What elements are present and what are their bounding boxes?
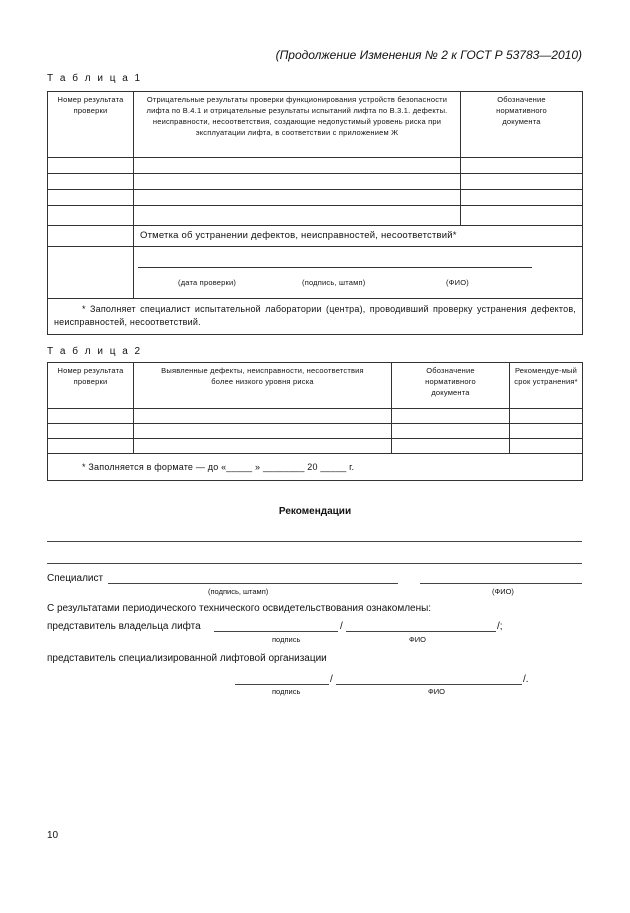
org-rep-label: представитель специализированной лифтовой организации: [47, 653, 327, 664]
table-row: [48, 190, 583, 206]
org-fio-line: [336, 684, 522, 685]
table2-caption: Т а б л и ц а 2: [47, 346, 143, 357]
table1-caption: Т а б л и ц а 1: [47, 73, 143, 84]
table-row: [48, 424, 583, 439]
page-number: 10: [47, 830, 59, 841]
table2-footnote: * Заполняется в формате — до «_____ » ________ 20 _____ г.: [48, 454, 583, 481]
table1-footnote: * Заполняет специалист испытательной лаборатории (центра), проводивший проверку устранения дефектов, неисправностей, несоответствий.: [48, 299, 583, 335]
recommendations-title: Рекомендации: [278, 506, 352, 517]
specialist-fio-line: [420, 583, 582, 584]
table2-header-document: Обозначение нормативного документа: [392, 363, 510, 409]
table-row: [48, 174, 583, 190]
table-row: [48, 206, 583, 226]
specialist-sign-label: (подпись, штамп): [208, 587, 269, 596]
defect-correction-mark: Отметка об устранении дефектов, неисправностей, несоответствий*: [134, 226, 583, 247]
table1-header-number: Номер результата проверки: [48, 92, 134, 158]
continuation-header: (Продолжение Изменения № 2 к ГОСТ Р 53783—2010): [275, 48, 582, 62]
owner-sign-label: подпись: [272, 635, 301, 644]
specialist-label: Специалист: [47, 573, 104, 584]
fio-label: (ФИО): [446, 278, 469, 287]
specialist-fio-label: (ФИО): [492, 587, 514, 596]
org-fio-label: ФИО: [428, 687, 445, 696]
table-row: [48, 409, 583, 424]
date-label: (дата проверки): [178, 278, 237, 287]
signature-label: (подпись, штамп): [302, 278, 366, 287]
signature-block: [134, 247, 582, 291]
org-sign-label: подпись: [272, 687, 301, 696]
owner-rep-label: представитель владельца лифта: [47, 621, 201, 632]
org-sign-line: [235, 684, 329, 685]
table1-header-results: Отрицательные результаты проверки функционирования устройств безопасности лифта по В.4.1 и отрицательные результаты испытаний лифта по В.3.1. дефекты. неисправности, несоответствия, создающие недопустимый уровень риска при эксплуатации лифта, в соответствии с приложением Ж: [134, 92, 461, 158]
table1: [47, 91, 583, 335]
recommendation-line: [47, 563, 582, 564]
recommendation-line: [47, 541, 582, 542]
acquainted-text: С результатами периодического технического освидетельствования ознакомлены:: [47, 603, 432, 614]
table2-header-defects: Выявленные дефекты, неисправности, несоответствия более низкого уровня риска: [134, 363, 392, 409]
table2: [47, 362, 583, 481]
owner-fio-label: ФИО: [409, 635, 426, 644]
owner-sign-line: [214, 631, 338, 632]
table2-header-term: Рекомендуе-мый срок устранения*: [510, 363, 583, 409]
table2-header-number: Номер результата проверки: [48, 363, 134, 409]
table-row: [48, 158, 583, 174]
specialist-sign-line: [108, 583, 398, 584]
table1-header-document: Обозначение нормативного документа: [461, 92, 583, 158]
owner-fio-line: [346, 631, 496, 632]
table-row: [48, 439, 583, 454]
